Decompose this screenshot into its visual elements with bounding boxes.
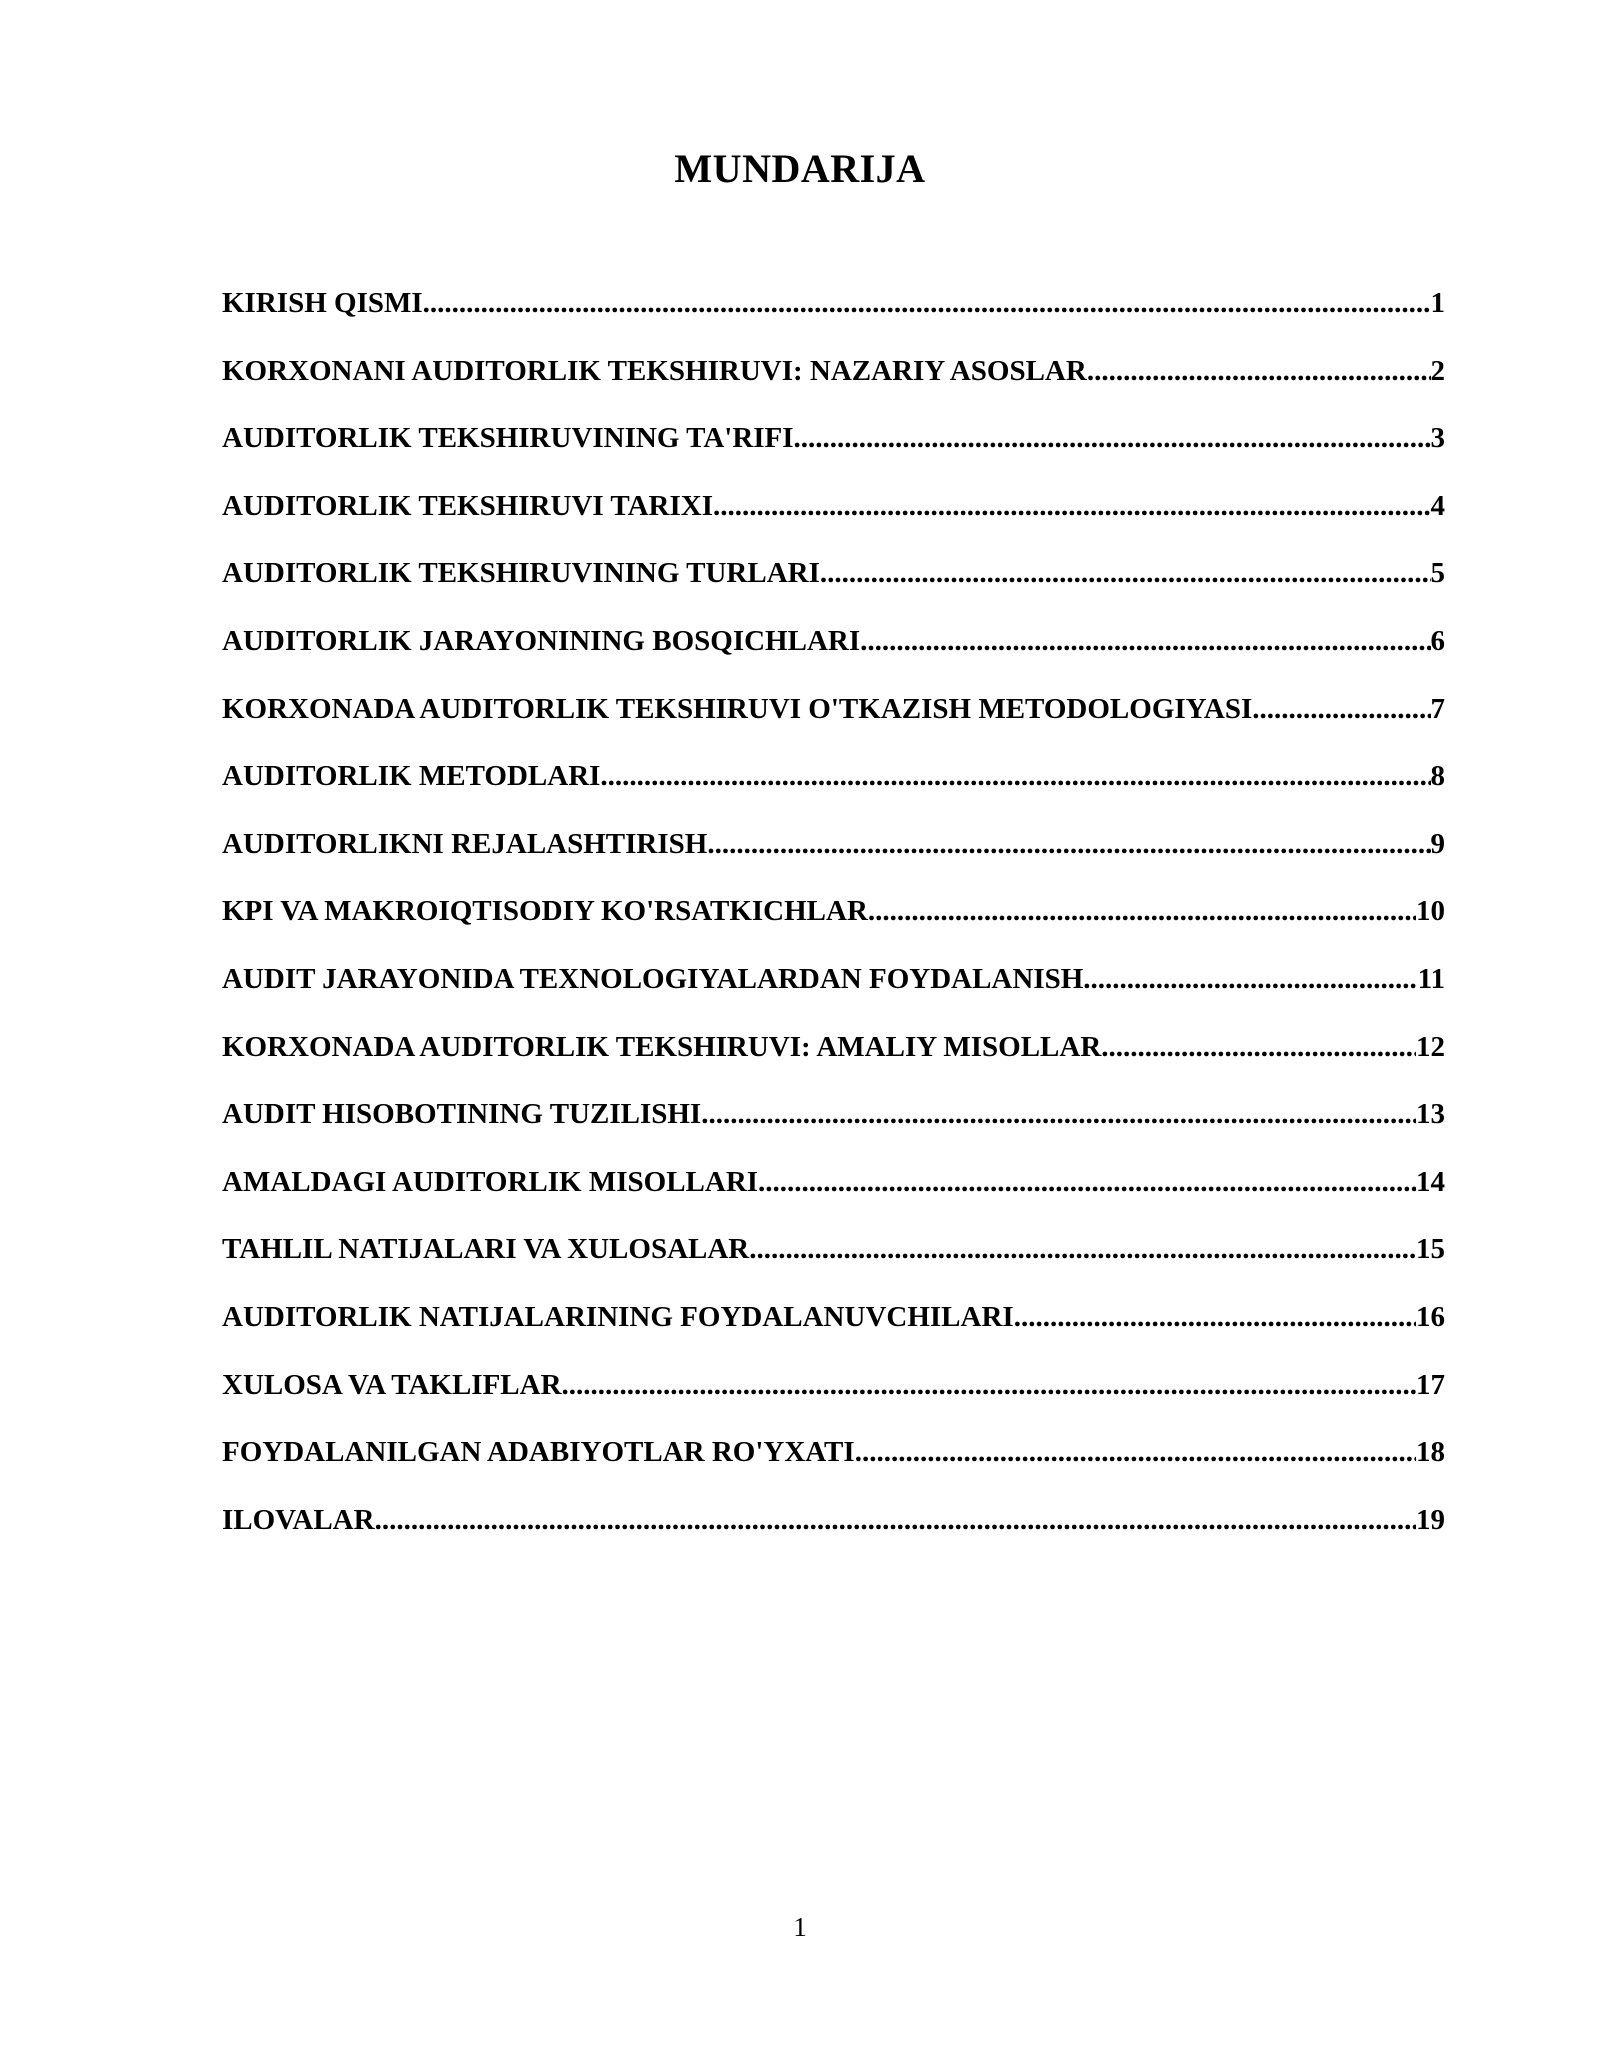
toc-entry-page: 3 [1430, 422, 1445, 455]
toc-dot-leader [868, 895, 1416, 928]
toc-entry-page: 7 [1430, 692, 1445, 725]
toc-entry[interactable] [222, 1233, 1445, 1301]
toc-entry[interactable] [222, 693, 1445, 761]
toc-entry[interactable] [222, 625, 1445, 693]
toc-entry[interactable] [222, 895, 1445, 963]
toc-entry-page: 11 [1417, 962, 1445, 995]
toc-entry[interactable] [222, 1031, 1445, 1099]
page-title: MUNDARIJA [674, 146, 926, 191]
toc-dot-leader [860, 625, 1430, 658]
toc-entry[interactable] [222, 355, 1445, 423]
toc-entry-label: AMALDAGI AUDITORLIK MISOLLARI [222, 1165, 759, 1198]
toc-dot-leader [1252, 693, 1430, 726]
table-of-contents [222, 287, 1445, 1571]
toc-entry-page: 4 [1430, 489, 1445, 522]
toc-dot-leader [1101, 1031, 1416, 1064]
toc-entry-label: KIRISH QISMI [222, 287, 423, 319]
toc-entry[interactable] [222, 1369, 1445, 1437]
toc-entry-label: KPI VA MAKROIQTISODIY KO'RSATKICHLAR [222, 895, 868, 928]
toc-entry-label: KORXONANI AUDITORLIK TEKSHIRUVI: NAZARIY ASOSLAR [222, 354, 1087, 387]
toc-dot-leader [713, 490, 1431, 523]
toc-dot-leader [423, 287, 1431, 320]
toc-entry-page: 19 [1416, 1503, 1445, 1536]
toc-entry-page: 12 [1416, 1030, 1445, 1063]
toc-dot-leader [794, 422, 1431, 455]
toc-entry[interactable] [222, 557, 1445, 625]
toc-entry[interactable] [222, 1301, 1445, 1369]
toc-entry-page: 1 [1430, 287, 1445, 319]
toc-entry[interactable] [222, 287, 1445, 355]
toc-dot-leader [600, 760, 1430, 793]
toc-entry-page: 10 [1416, 895, 1445, 928]
toc-entry-label: KORXONADA AUDITORLIK TEKSHIRUVI O'TKAZISH METODOLOGIYASI [222, 692, 1253, 725]
toc-dot-leader [375, 1504, 1416, 1537]
toc-dot-leader [1087, 355, 1431, 388]
toc-entry-page: 15 [1416, 1233, 1445, 1266]
toc-dot-leader [820, 557, 1431, 590]
toc-entry-page: 6 [1430, 624, 1445, 657]
toc-dot-leader [701, 1098, 1416, 1131]
toc-entry-label: TAHLIL NATIJALARI VA XULOSALAR [222, 1233, 750, 1266]
toc-dot-leader [562, 1369, 1416, 1402]
toc-entry-label: AUDITORLIK TEKSHIRUVINING TURLARI [222, 557, 820, 590]
toc-entry-label: XULOSA VA TAKLIFLAR [222, 1368, 562, 1401]
toc-entry-label: KORXONADA AUDITORLIK TEKSHIRUVI: AMALIY MISOLLAR [222, 1030, 1102, 1063]
toc-entry[interactable] [222, 1504, 1445, 1572]
toc-entry-label: AUDITORLIK NATIJALARINING FOYDALANUVCHILARI [222, 1300, 1014, 1333]
toc-entry-label: FOYDALANILGAN ADABIYOTLAR RO'YXATI [222, 1436, 855, 1469]
page-number: 1 [793, 1912, 807, 1942]
toc-entry-label: AUDIT JARAYONIDA TEXNOLOGIYALARDAN FOYDALANISH [222, 962, 1084, 995]
toc-entry-label: AUDITORLIK TEKSHIRUVI TARIXI [222, 489, 713, 522]
toc-dot-leader [749, 1233, 1416, 1266]
toc-entry[interactable] [222, 1436, 1445, 1504]
toc-dot-leader [1014, 1301, 1416, 1334]
toc-entry-page: 16 [1416, 1300, 1445, 1333]
toc-entry-label: AUDIT HISOBOTINING TUZILISHI [222, 1098, 702, 1131]
toc-entry-label: AUDITORLIK METODLARI [222, 760, 601, 793]
toc-dot-leader [1083, 963, 1417, 996]
toc-entry-page: 14 [1416, 1165, 1445, 1198]
toc-entry[interactable] [222, 1166, 1445, 1234]
toc-entry-page: 13 [1416, 1098, 1445, 1131]
toc-entry-label: AUDITORLIK TEKSHIRUVINING TA'RIFI [222, 422, 794, 455]
toc-entry[interactable] [222, 828, 1445, 896]
toc-entry-page: 5 [1430, 557, 1445, 590]
toc-entry-page: 8 [1430, 760, 1445, 793]
toc-entry[interactable] [222, 1098, 1445, 1166]
toc-entry-page: 9 [1430, 827, 1445, 860]
toc-entry[interactable] [222, 760, 1445, 828]
toc-entry[interactable] [222, 490, 1445, 558]
toc-dot-leader [707, 828, 1430, 861]
toc-dot-leader [855, 1436, 1416, 1469]
toc-entry-label: AUDITORLIK JARAYONINING BOSQICHLARI [222, 624, 861, 657]
toc-entry-page: 18 [1416, 1436, 1445, 1469]
toc-entry-page: 17 [1416, 1368, 1445, 1401]
toc-dot-leader [758, 1166, 1416, 1199]
toc-entry[interactable] [222, 422, 1445, 490]
toc-entry-label: ILOVALAR [222, 1503, 375, 1536]
toc-entry[interactable] [222, 963, 1445, 1031]
toc-entry-page: 2 [1430, 354, 1445, 387]
toc-entry-label: AUDITORLIKNI REJALASHTIRISH [222, 827, 708, 860]
